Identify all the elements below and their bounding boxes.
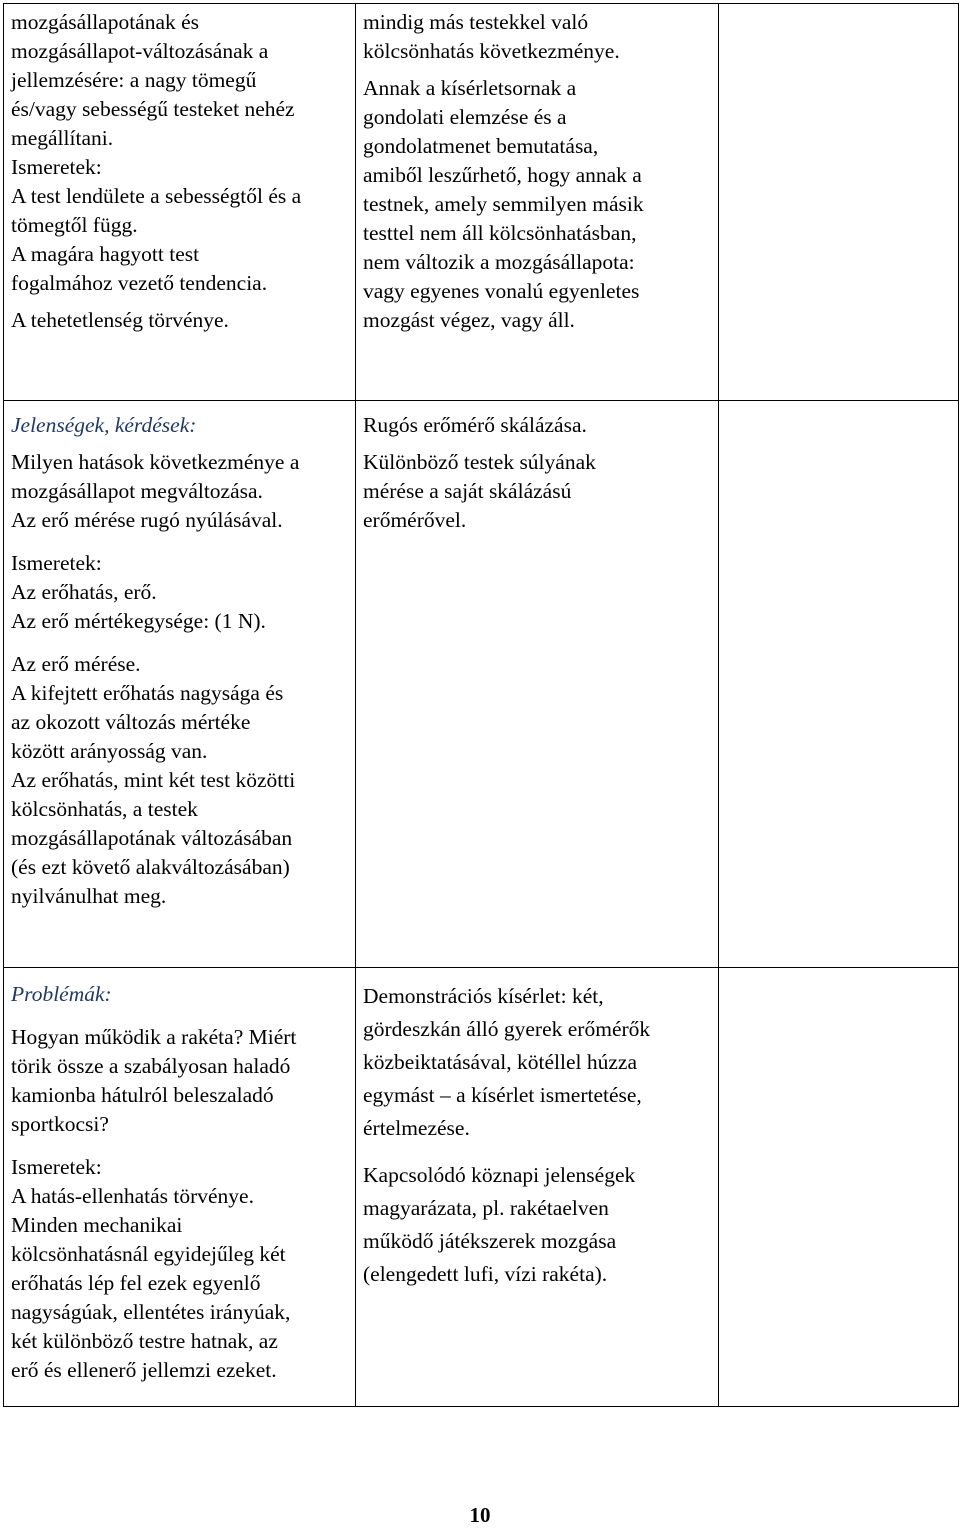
text-line: egymást – a kísérlet ismertetése, xyxy=(363,1083,642,1107)
text-line: Különböző testek súlyának xyxy=(363,450,596,474)
text-line: testnek, amely semmilyen másik xyxy=(363,192,644,216)
text-line: testtel nem áll kölcsönhatásban, xyxy=(363,221,637,245)
text-line: mozgásállapot megváltozása. xyxy=(11,479,263,503)
text-line: megállítani. xyxy=(11,126,114,150)
text-line: (elengedett lufi, vízi rakéta). xyxy=(363,1262,608,1286)
text-line: Milyen hatások következménye a xyxy=(11,450,300,474)
text-line: Az erőhatás, mint két test közötti xyxy=(11,768,296,792)
text-line: (és ezt követő alakváltozásában) xyxy=(11,855,290,879)
cell-activities xyxy=(356,968,719,1407)
text-line: mozgásállapot-változásának a xyxy=(11,39,269,63)
text-line: Az erő mérése. xyxy=(11,652,141,676)
cell-activities xyxy=(356,401,719,968)
text-line: Hogyan működik a rakéta? Miért xyxy=(11,1025,297,1049)
curriculum-table xyxy=(3,3,959,1407)
text-line: erőmérővel. xyxy=(363,508,467,532)
text-line: kölcsönhatás következménye. xyxy=(363,39,620,63)
table-row xyxy=(4,968,959,1407)
text-line: gondolatmenet bemutatása, xyxy=(363,134,599,158)
text-line: mindig más testekkel való xyxy=(363,10,589,34)
text-line: A kifejtett erőhatás nagysága és xyxy=(11,681,284,705)
text-line: Az erő mértékegysége: (1 N). xyxy=(11,609,266,633)
text-line: kölcsönhatás, a testek xyxy=(11,797,198,821)
section-label: Ismeretek: xyxy=(11,551,102,575)
cell-content xyxy=(4,401,356,968)
text-line: nagyságúak, ellentétes irányúak, xyxy=(11,1300,291,1324)
text-line: mozgásállapotának és xyxy=(11,10,200,34)
cell-activities xyxy=(356,4,719,401)
text-line: A magára hagyott test xyxy=(11,242,200,266)
text-line: erőhatás lép fel ezek egyenlő xyxy=(11,1271,261,1295)
text-line: kölcsönhatásnál egyidejűleg két xyxy=(11,1242,286,1266)
text-line: Az erőhatás, erő. xyxy=(11,580,157,604)
cell-content xyxy=(4,4,356,401)
text-line: közbeiktatásával, kötéllel húzza xyxy=(363,1050,637,1074)
text-line: sportkocsi? xyxy=(11,1112,109,1136)
text-line: Rugós erőmérő skálázása. xyxy=(363,413,587,437)
cell-empty xyxy=(719,968,959,1407)
cell-content xyxy=(4,968,356,1407)
text-line: erő és ellenerő jellemzi ezeket. xyxy=(11,1358,277,1382)
text-line: és/vagy sebességű testeket nehéz xyxy=(11,97,295,121)
text-line: gondolati elemzése és a xyxy=(363,105,567,129)
section-heading: Jelenségek, kérdések: xyxy=(11,413,197,437)
text-line: mozgásállapotának változásában xyxy=(11,826,293,850)
section-label: Ismeretek: xyxy=(11,155,102,179)
text-line: vagy egyenes vonalú egyenletes xyxy=(363,279,640,303)
text-line: Az erő mérése rugó nyúlásával. xyxy=(11,508,283,532)
text-line: kamionba hátulról beleszaladó xyxy=(11,1083,274,1107)
text-line: között arányosság van. xyxy=(11,739,208,763)
text-line: mérése a saját skálázású xyxy=(363,479,572,503)
text-line: az okozott változás mértéke xyxy=(11,710,251,734)
text-line: nyilvánulhat meg. xyxy=(11,884,167,908)
text-line: jellemzésére: a nagy tömegű xyxy=(11,68,257,92)
text-line: A tehetetlenség törvénye. xyxy=(11,308,229,332)
text-line: Kapcsolódó köznapi jelenségek xyxy=(363,1163,636,1187)
text-line: nem változik a mozgásállapota: xyxy=(363,250,635,274)
text-line: mozgást végez, vagy áll. xyxy=(363,308,575,332)
section-label: Ismeretek: xyxy=(11,1155,102,1179)
text-line: A test lendülete a sebességtől és a xyxy=(11,184,302,208)
page-number: 10 xyxy=(469,1503,491,1527)
text-line: fogalmához vezető tendencia. xyxy=(11,271,268,295)
text-line: Annak a kísérletsornak a xyxy=(363,76,577,100)
cell-empty xyxy=(719,4,959,401)
text-line: gördeszkán álló gyerek erőmérők xyxy=(363,1017,651,1041)
text-line: A hatás-ellenhatás törvénye. xyxy=(11,1184,254,1208)
text-line: két különböző testre hatnak, az xyxy=(11,1329,278,1353)
text-line: Demonstrációs kísérlet: két, xyxy=(363,984,604,1008)
text-line: tömegtől függ. xyxy=(11,213,138,237)
text-line: Minden mechanikai xyxy=(11,1213,183,1237)
text-line: törik össze a szabályosan haladó xyxy=(11,1054,291,1078)
text-line: értelmezése. xyxy=(363,1116,470,1140)
text-line: magyarázata, pl. rakétaelven xyxy=(363,1196,609,1220)
section-heading: Problémák: xyxy=(11,982,112,1006)
table-row xyxy=(4,401,959,968)
table-row xyxy=(4,4,959,401)
text-line: amiből leszűrhető, hogy annak a xyxy=(363,163,642,187)
text-line: működő játékszerek mozgása xyxy=(363,1229,617,1253)
cell-empty xyxy=(719,401,959,968)
